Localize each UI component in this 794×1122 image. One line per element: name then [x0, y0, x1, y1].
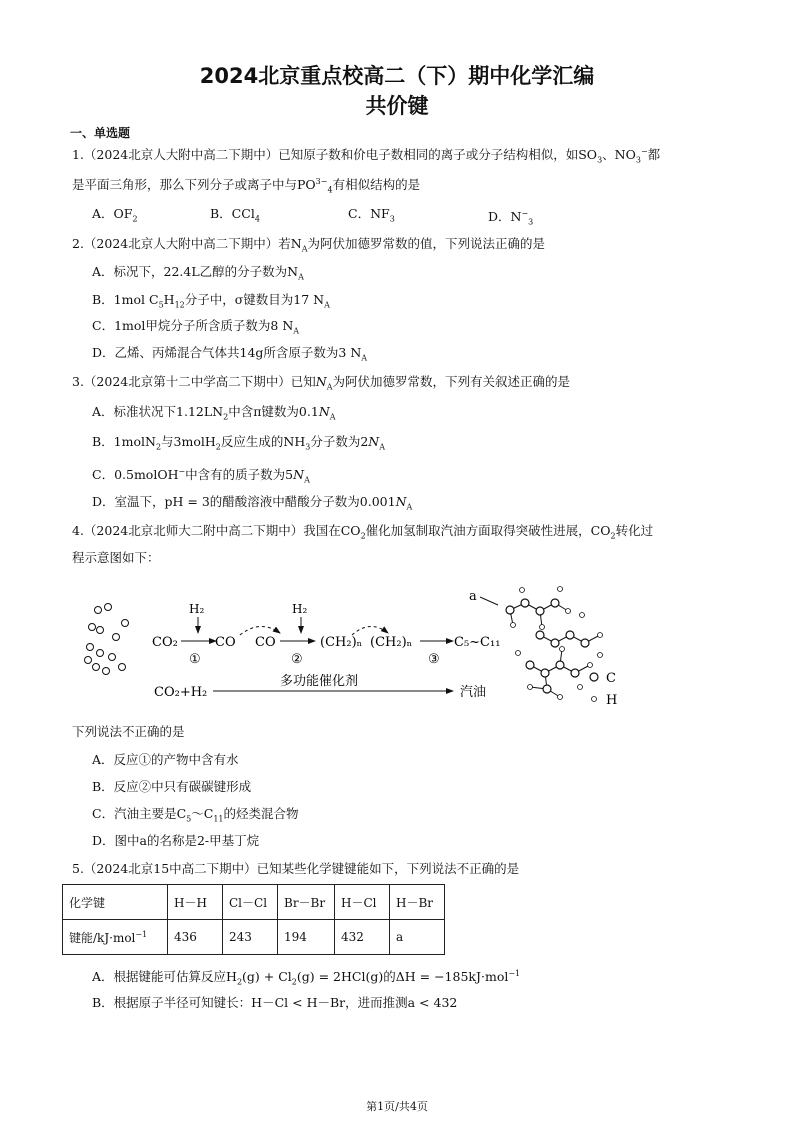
- table-header-cell: Cl－Cl: [223, 885, 278, 920]
- q1-option-d[interactable]: D．$N^-_3$: [488, 209, 534, 227]
- q4-stem-line2: 程示意图如下：: [72, 550, 160, 565]
- q2-option-b[interactable]: B．1mol $C_5H_{12}$分子中，σ键数目为17 $N_A$: [92, 292, 330, 310]
- q1-option-a[interactable]: A．$OF_2$: [92, 206, 138, 224]
- co-label-1: CO: [215, 635, 236, 650]
- q4-option-b[interactable]: B．反应②中只有碳碳键形成: [92, 779, 252, 794]
- q3-stem: 3.（2024北京第十二中学高二下期中）已知$N_A$为阿伏加德罗常数，下列有关叙述正确的是: [72, 374, 570, 392]
- table-header-cell: H－Br: [390, 885, 445, 920]
- table-row: [63, 920, 445, 955]
- q3-option-d[interactable]: D．室温下，pH = 3的醋酸溶液中醋酸分子数为$0.001N_A$: [92, 494, 413, 512]
- legend-hydrogen-icon: [592, 697, 597, 702]
- h2-label-2: H₂: [292, 602, 308, 616]
- q2-option-a[interactable]: A．标况下，22.4L乙醇的分子数为$N_A$: [92, 264, 304, 282]
- q5-option-a[interactable]: A．根据键能可估算反应$H_2(g) + Cl_2(g) = 2HCl(g)$的ΔH = −185kJ·mol$^{-1}$: [92, 969, 521, 987]
- q1-option-c[interactable]: C．$NF_3$: [348, 206, 395, 224]
- legend-carbon-label: C: [606, 671, 616, 686]
- step-2-label: ②: [291, 652, 303, 667]
- table-cell: 194: [278, 920, 335, 955]
- carbon-atoms: [506, 599, 589, 693]
- step-1-label: ①: [189, 652, 201, 667]
- q1-stem-line2: 是平面三角形，那么下列分子或离子中与$PO^{3-}_4$有相似结构的是: [72, 177, 421, 195]
- q4-option-a[interactable]: A．反应①的产物中含有水: [92, 752, 239, 767]
- step-3-label: ③: [428, 652, 440, 667]
- q4-reaction-diagram: [70, 575, 650, 715]
- legend-carbon-icon: [590, 673, 598, 681]
- co2-label: CO₂: [152, 635, 178, 650]
- gasoline-label: 汽油: [460, 685, 487, 700]
- row-label-cell: 键能/kJ·mol$^{-1}$: [63, 920, 168, 955]
- table-cell: 243: [223, 920, 278, 955]
- ch2n-label-1: (CH₂)ₙ: [320, 635, 363, 650]
- q5-option-b[interactable]: B．根据原子半径可知键长：H－Cl < H－Br，进而推测a < 432: [92, 995, 458, 1010]
- q4-stem-line1: 4.（2024北京北师大二附中高二下期中）我国在$CO_2$催化加氢制取汽油方面取得突破性进展，$CO_2$转化过: [72, 523, 654, 541]
- c5-c11-label: C₅~C₁₁: [454, 635, 501, 650]
- co-label-2: CO: [255, 635, 276, 650]
- label-a: a: [469, 589, 477, 604]
- dashed-arrow-2: [352, 626, 388, 635]
- q2-option-c[interactable]: C．1mol甲烷分子所含质子数为8 $N_A$: [92, 318, 300, 336]
- section-heading: 一、单选题: [70, 126, 131, 140]
- q3-option-a[interactable]: A．标准状况下$1.12LN_2$中含π键数为$0.1N_A$: [92, 404, 336, 422]
- q3-option-c[interactable]: C．0.5molOH−中含有的质子数为$5N_A$: [92, 467, 310, 485]
- q2-option-d[interactable]: D．乙烯、丙烯混合气体共14g所含原子数为3 $N_A$: [92, 345, 368, 363]
- bond-energy-table: [62, 884, 445, 955]
- table-header-cell: Br－Br: [278, 885, 335, 920]
- document-subtitle: 共价键: [365, 94, 429, 118]
- table-header-cell: H－H: [168, 885, 223, 920]
- table-header-cell: 化学键: [63, 885, 168, 920]
- table-cell: a: [390, 920, 445, 955]
- table-cell: 432: [335, 920, 390, 955]
- q4-option-c[interactable]: C．汽油主要是$C_5\sim C_{11}$的烃类混合物: [92, 806, 299, 824]
- q1-stem-line1: 1.（2024北京人大附中高二下期中）已知原子数和价电子数相同的离子或分子结构相似，如$SO_3$、$NO_3^-$都: [72, 147, 661, 165]
- page-footer: 第1页/共4页: [366, 1100, 428, 1113]
- document-title: 2024北京重点校高二（下）期中化学汇编: [199, 64, 595, 88]
- co2-h2-label: CO₂+H₂: [154, 685, 208, 700]
- dashed-arrow-1: [240, 626, 280, 635]
- catalyst-particles-icon: [85, 604, 129, 675]
- q1-option-b[interactable]: B．CCl$_4$: [210, 206, 260, 224]
- hydrocarbon-molecule-icon: [510, 603, 600, 697]
- table-header-cell: H－Cl: [335, 885, 390, 920]
- h2-label-1: H₂: [189, 602, 205, 616]
- legend-hydrogen-label: H: [606, 693, 618, 708]
- catalyst-label: 多功能催化剂: [280, 674, 359, 689]
- q4-option-d[interactable]: D．图中a的名称是2-甲基丁烷: [92, 833, 260, 848]
- table-cell: 436: [168, 920, 223, 955]
- q4-prompt: 下列说法不正确的是: [72, 724, 185, 739]
- q3-option-b[interactable]: B．1molN$_2$与3molH$_2$反应生成的$NH_3$分子数为$2N_A$: [92, 434, 385, 452]
- q2-stem: 2.（2024北京人大附中高二下期中）若$N_A$为阿伏加德罗常数的值，下列说法正确的是: [72, 236, 545, 254]
- table-header-row: [63, 885, 445, 920]
- q5-stem: 5.（2024北京15中高二下期中）已知某些化学键键能如下，下列说法不正确的是: [72, 861, 520, 876]
- ch2n-label-2: (CH₂)ₙ: [370, 635, 413, 650]
